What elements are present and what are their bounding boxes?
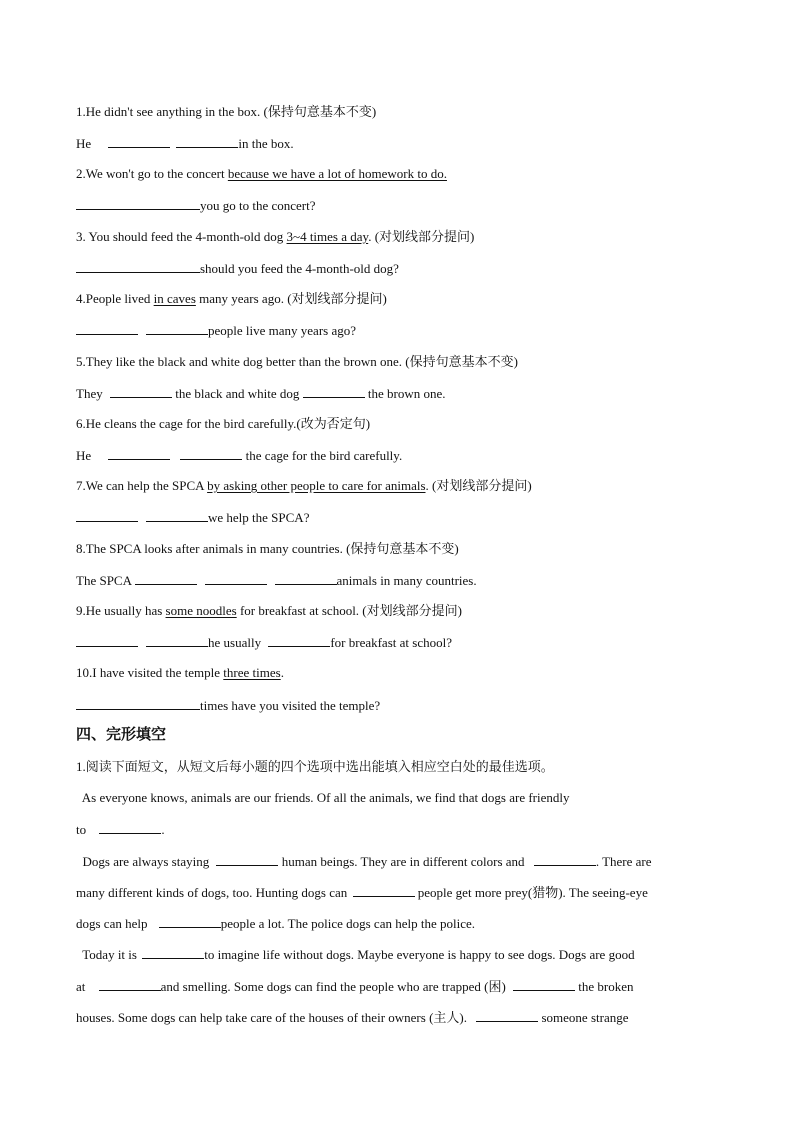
answer-5-start: They (76, 386, 106, 401)
cloze-instruction: 1.阅读下面短文，从短文后每小题的四个选项中选出能填入相应空白处的最佳选项。 (76, 759, 554, 774)
cloze-text: many different kinds of dogs, too. Hunting dogs can (76, 885, 351, 900)
answer-6 (76, 447, 402, 464)
question-10-text: 10.I have visited the temple (76, 665, 224, 680)
cloze-paragraph-3-line-2 (76, 978, 634, 995)
question-1: 1.He didn't see anything in the box. (保持句意基本不变) (76, 104, 377, 119)
question-4-text: 4.People lived (76, 291, 154, 306)
cloze-text: houses. Some dogs can help take care of the houses of their owners (主人). (76, 1010, 471, 1025)
answer-blank[interactable] (146, 634, 208, 647)
underlined-phrase: because we have a lot of homework to do. (227, 166, 447, 181)
answer-blank[interactable] (275, 572, 337, 585)
underlined-phrase: 3~4 times a day (286, 229, 369, 244)
answer-9-end: for breakfast at school? (330, 635, 452, 650)
cloze-text: . (161, 822, 165, 837)
cloze-blank[interactable] (142, 946, 204, 959)
answer-blank[interactable] (76, 260, 200, 273)
cloze-blank[interactable] (159, 915, 221, 928)
cloze-blank[interactable] (476, 1009, 538, 1022)
answer-blank[interactable] (110, 385, 172, 398)
answer-5-mid: the black and white dog (171, 386, 303, 401)
answer-5 (76, 385, 446, 402)
answer-10 (76, 697, 380, 714)
answer-blank[interactable] (135, 572, 197, 585)
answer-7 (76, 509, 309, 526)
answer-4-end: people live many years ago? (208, 323, 356, 338)
cloze-text: to imagine life without dogs. Maybe everyone is happy to see dogs. Dogs are good (204, 947, 635, 962)
underlined-phrase: three times (223, 665, 281, 680)
cloze-text: dogs can help (76, 916, 151, 931)
answer-blank[interactable] (76, 697, 200, 710)
cloze-text: the broken (575, 979, 634, 994)
question-2 (76, 166, 447, 182)
answer-blank[interactable] (108, 135, 170, 148)
answer-blank[interactable] (108, 447, 170, 460)
cloze-paragraph-3-line-3 (76, 1009, 629, 1026)
answer-blank[interactable] (146, 322, 208, 335)
answer-2 (76, 197, 316, 214)
answer-10-end: times have you visited the temple? (200, 698, 381, 713)
question-4 (76, 291, 387, 307)
question-3 (76, 229, 474, 245)
answer-3-end: should you feed the 4-month-old dog? (200, 261, 399, 276)
question-10-suffix: . (280, 665, 284, 680)
answer-6-end: the cage for the bird carefully. (242, 448, 403, 463)
cloze-text: to (76, 822, 90, 837)
question-7-text: 7.We can help the SPCA (76, 478, 208, 493)
cloze-paragraph-2-line-2 (76, 884, 648, 901)
answer-blank[interactable] (76, 634, 138, 647)
answer-5-end: the brown one. (364, 386, 446, 401)
answer-4 (76, 322, 356, 339)
answer-8 (76, 572, 477, 589)
question-5: 5.They like the black and white dog better than the brown one. (保持句意基本不变) (76, 354, 518, 369)
cloze-blank[interactable] (353, 884, 415, 897)
answer-blank[interactable] (180, 447, 242, 460)
answer-blank[interactable] (146, 509, 208, 522)
answer-8-start: The SPCA (76, 573, 135, 588)
cloze-paragraph-1-line-1: As everyone knows, animals are our friends. Of all the animals, we find that dogs are friendly (76, 790, 570, 805)
cloze-text: at (76, 979, 89, 994)
question-4-suffix: many years ago. (对划线部分提问) (195, 291, 387, 306)
question-6: 6.He cleans the cage for the bird carefully.(改为否定句) (76, 416, 371, 431)
cloze-paragraph-1-line-2 (76, 821, 165, 838)
cloze-text: someone strange (538, 1010, 629, 1025)
answer-blank[interactable] (76, 197, 200, 210)
answer-1-start: He (76, 136, 95, 151)
cloze-paragraph-2-line-1 (76, 853, 652, 870)
question-3-text: 3. You should feed the 4-month-old dog (76, 229, 287, 244)
answer-7-end: we help the SPCA? (208, 510, 310, 525)
cloze-text: human beings. They are in different colors and (278, 854, 528, 869)
underlined-phrase: in caves (153, 291, 196, 306)
underlined-phrase: by asking other people to care for animals (207, 478, 426, 493)
cloze-blank[interactable] (99, 821, 161, 834)
cloze-text: Today it is (76, 947, 141, 962)
cloze-paragraph-2-line-3 (76, 915, 475, 932)
answer-8-end: animals in many countries. (336, 573, 477, 588)
answer-blank[interactable] (76, 509, 138, 522)
answer-blank[interactable] (303, 385, 365, 398)
question-9-text: 9.He usually has (76, 603, 166, 618)
answer-blank[interactable] (76, 322, 138, 335)
answer-9 (76, 634, 452, 651)
question-9-suffix: for breakfast at school. (对划线部分提问) (236, 603, 462, 618)
answer-blank[interactable] (205, 572, 267, 585)
answer-blank[interactable] (268, 634, 330, 647)
cloze-paragraph-3-line-1 (76, 946, 635, 963)
cloze-blank[interactable] (534, 853, 596, 866)
question-8: 8.The SPCA looks after animals in many countries. (保持句意基本不变) (76, 541, 459, 556)
answer-6-start: He (76, 448, 95, 463)
cloze-blank[interactable] (513, 978, 575, 991)
cloze-text: Dogs are always staying (76, 854, 213, 869)
question-10 (76, 665, 284, 681)
cloze-text: . There are (595, 854, 652, 869)
question-2-text: 2.We won't go to the concert (76, 166, 228, 181)
cloze-text: people a lot. The police dogs can help the police. (220, 916, 475, 931)
cloze-text: and smelling. Some dogs can find the people who are trapped (困) (160, 979, 510, 994)
answer-3 (76, 260, 399, 277)
answer-1 (76, 135, 294, 152)
question-7-suffix: . (对划线部分提问) (425, 478, 532, 493)
question-9 (76, 603, 462, 619)
answer-blank[interactable] (176, 135, 238, 148)
answer-9-mid: he usually (208, 635, 265, 650)
underlined-phrase: some noodles (165, 603, 237, 618)
answer-2-end: you go to the concert? (200, 198, 316, 213)
question-3-suffix: . (对划线部分提问) (368, 229, 475, 244)
question-7 (76, 478, 532, 494)
cloze-text: people get more prey(猎物). The seeing-eye (414, 885, 648, 900)
cloze-blank[interactable] (216, 853, 278, 866)
section-heading: 四、完形填空 (76, 725, 167, 743)
cloze-blank[interactable] (99, 978, 161, 991)
answer-1-end: in the box. (238, 136, 294, 151)
